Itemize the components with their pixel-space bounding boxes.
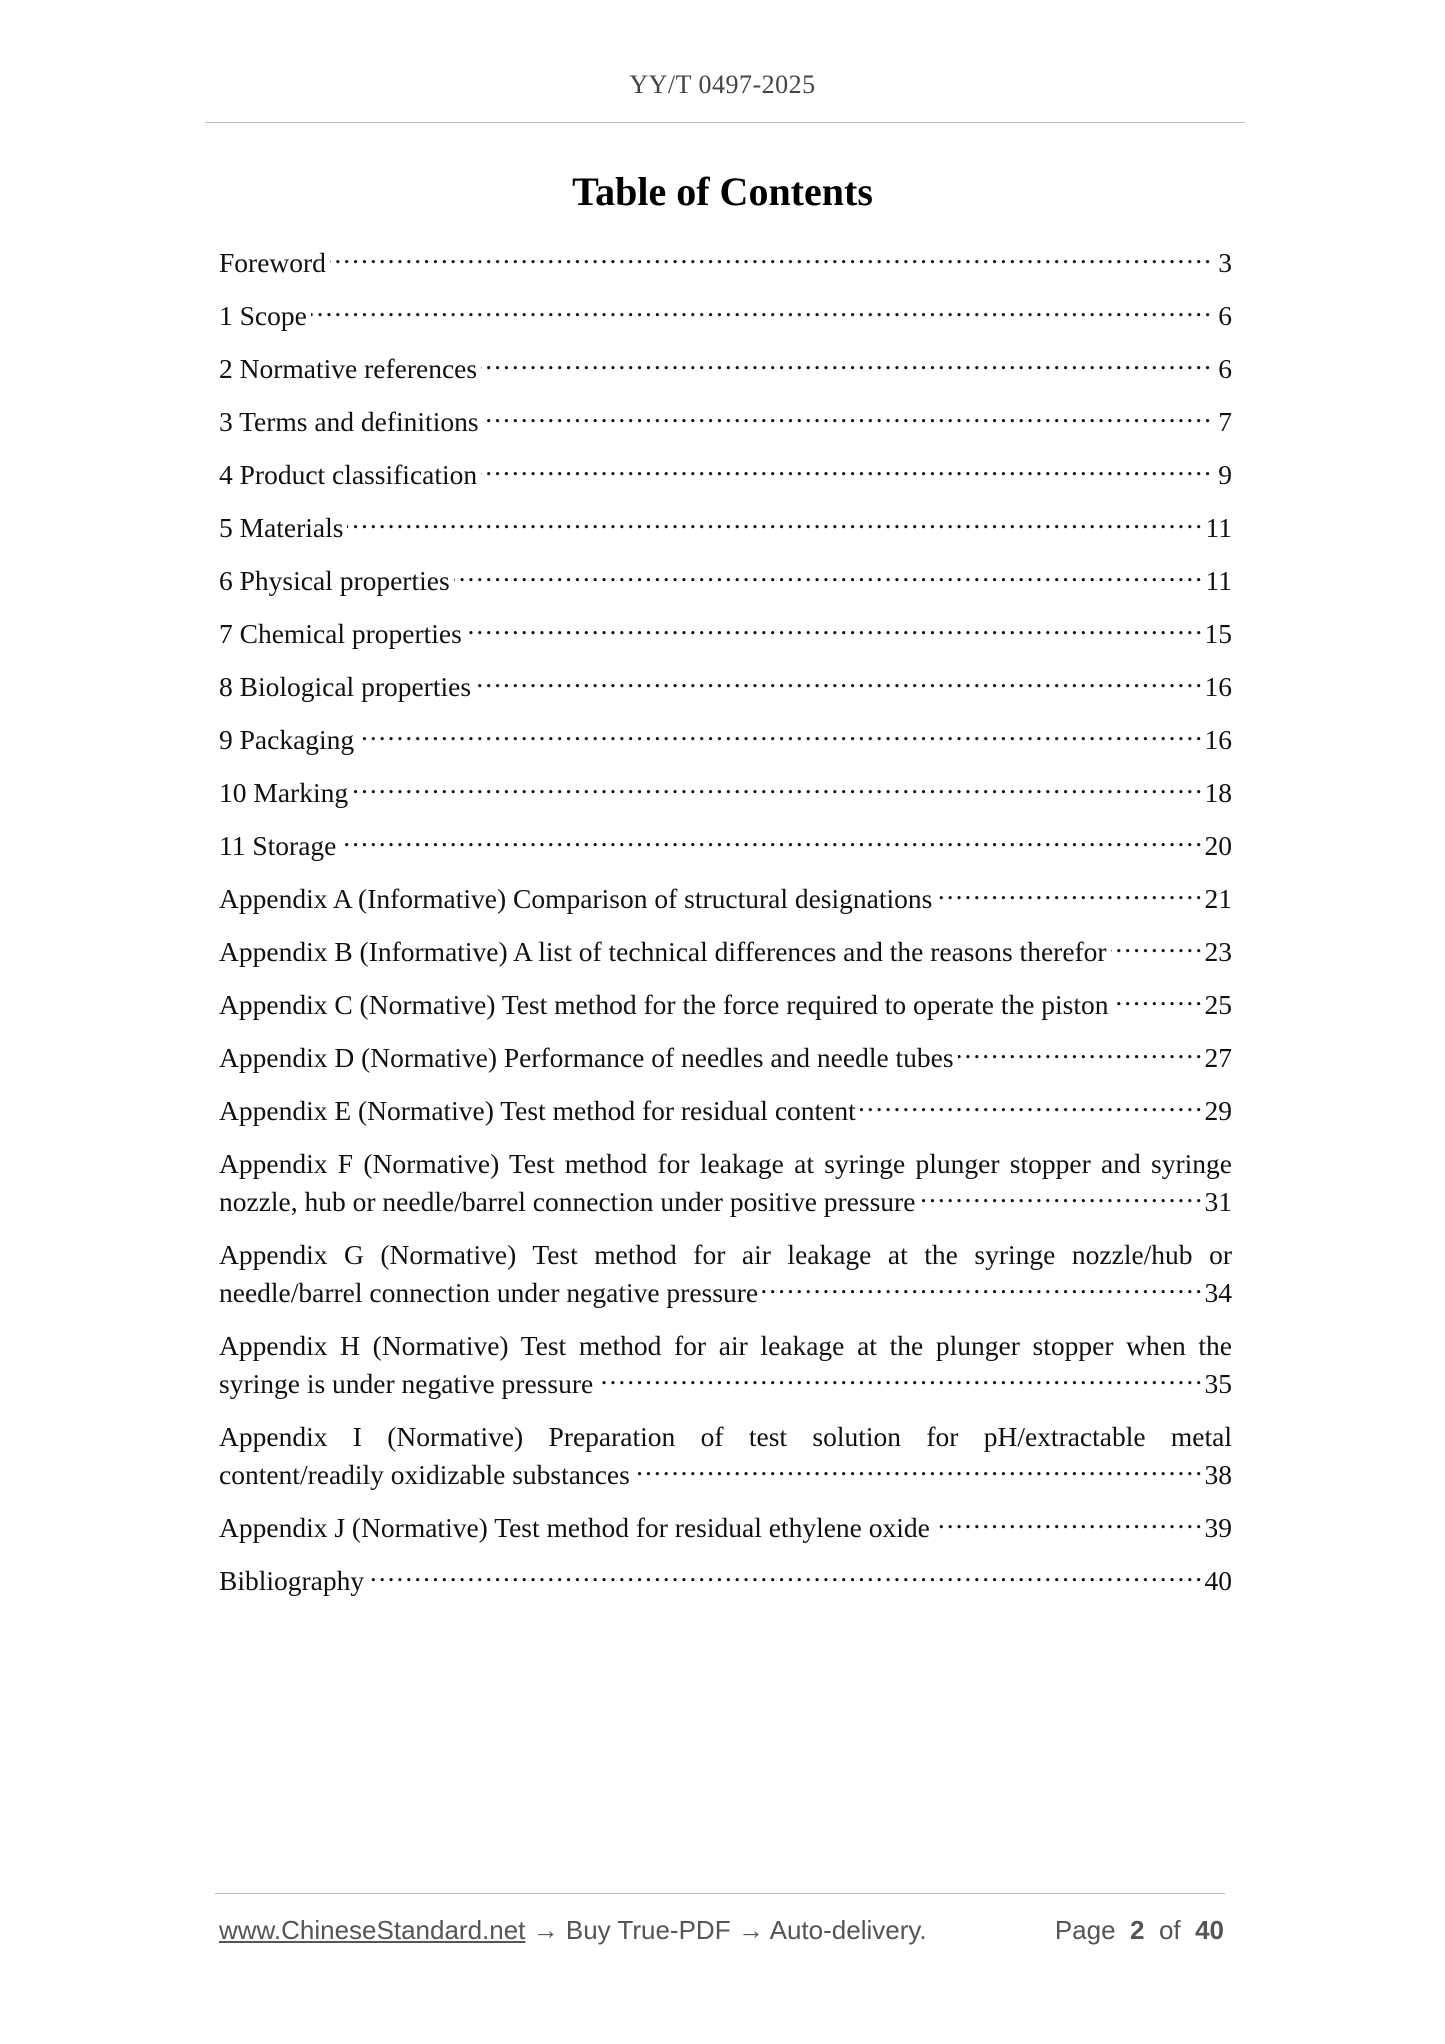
toc-entry-label-line1: Appendix I (Normative) Preparation of test solution for pH/extractable metal (219, 1421, 1232, 1452)
toc-entry-label: 1 Scope (219, 300, 311, 331)
toc-entry-appendix-j[interactable] (219, 1509, 1232, 1547)
toc-entry-appendix-g[interactable] (219, 1236, 1232, 1312)
dot-leader (219, 509, 1232, 538)
toc-entry-label-line1: Appendix F (Normative) Test method for leakage at syringe plunger stopper and syringe (219, 1148, 1232, 1179)
toc-entry-bibliography[interactable] (219, 1562, 1232, 1600)
toc-entry-label: nozzle, hub or needle/barrel connection under positive pressure (219, 1186, 919, 1217)
toc-entry-product-classification[interactable] (219, 456, 1232, 494)
toc-entry-label: 5 Materials (219, 512, 347, 543)
toc-page-number: 27 (1201, 1039, 1233, 1077)
toc-entry-marking[interactable] (219, 774, 1232, 812)
toc-page-number: 18 (1201, 774, 1233, 812)
toc-entry-label: Bibliography (219, 1565, 368, 1596)
toc-page-number: 16 (1201, 721, 1233, 759)
toc-entry-label: content/readily oxidizable substances (219, 1459, 634, 1490)
dot-leader (219, 297, 1232, 326)
toc-page-number: 23 (1201, 933, 1233, 971)
buy-true-pdf-text: Buy True-PDF (565, 1915, 731, 1945)
dot-leader (219, 244, 1232, 273)
toc-entry-label: Appendix A (Informative) Comparison of structural designations (219, 883, 936, 914)
toc-page-number: 6 (1214, 350, 1232, 388)
dot-leader (219, 1562, 1232, 1591)
toc-page-number: 35 (1201, 1365, 1233, 1403)
toc-page-number: 20 (1201, 827, 1233, 865)
footer-promo (219, 1915, 927, 1946)
toc-entry-foreword[interactable] (219, 244, 1232, 282)
arrow-right-icon: → (737, 1915, 764, 1945)
toc-entry-label: 11 Storage (219, 830, 340, 861)
website-link[interactable]: www.ChineseStandard.net (219, 1915, 526, 1945)
header-divider (205, 122, 1245, 123)
toc-page-number: 11 (1202, 562, 1232, 600)
toc-page-number: 15 (1201, 615, 1233, 653)
toc-entry-appendix-e[interactable] (219, 1092, 1232, 1130)
toc-entry-label: needle/barrel connection under negative pressure (219, 1277, 762, 1308)
toc-entry-label: 2 Normative references (219, 353, 481, 384)
toc-page-number: 34 (1201, 1274, 1233, 1312)
toc-entry-label: 7 Chemical properties (219, 618, 466, 649)
toc-entry-appendix-f[interactable] (219, 1145, 1232, 1221)
toc-page-number: 6 (1214, 297, 1232, 335)
toc-entry-appendix-b[interactable] (219, 933, 1232, 971)
toc-page-number: 16 (1201, 668, 1233, 706)
document-code-header: YY/T 0497-2025 (629, 70, 816, 99)
toc-entry-appendix-i[interactable] (219, 1418, 1232, 1494)
toc-entry-appendix-d[interactable] (219, 1039, 1232, 1077)
page-of-label: of (1158, 1915, 1181, 1945)
toc-entry-label: 8 Biological properties (219, 671, 475, 702)
auto-delivery-text: Auto-delivery. (769, 1915, 927, 1945)
toc-entry-appendix-a[interactable] (219, 880, 1232, 918)
toc-page-number: 40 (1201, 1562, 1233, 1600)
toc-entry-chemical-properties[interactable] (219, 615, 1232, 653)
toc-page-number: 11 (1202, 509, 1232, 547)
dot-leader (219, 721, 1232, 750)
toc-entry-label-line1: Appendix G (Normative) Test method for air leakage at the syringe nozzle/hub or (219, 1239, 1232, 1270)
toc-entry-label: syringe is under negative pressure (219, 1368, 597, 1399)
toc-entry-label: Appendix C (Normative) Test method for the force required to operate the piston (219, 989, 1113, 1020)
toc-page-number: 21 (1201, 880, 1233, 918)
toc-entry-label: 6 Physical properties (219, 565, 454, 596)
toc-entry-label: Appendix B (Informative) A list of technical differences and the reasons therefor (219, 936, 1111, 967)
page-label: Page (1054, 1915, 1116, 1945)
dot-leader (219, 827, 1232, 856)
toc-page-number: 25 (1201, 986, 1233, 1024)
total-page-count: 40 (1195, 1915, 1224, 1945)
toc-page-number: 3 (1214, 244, 1232, 282)
toc-page-number: 7 (1214, 403, 1232, 441)
toc-entry-appendix-h[interactable] (219, 1327, 1232, 1403)
toc-page-number: 9 (1214, 456, 1232, 494)
toc-entry-biological-properties[interactable] (219, 668, 1232, 706)
toc-entry-label: Foreword (219, 247, 330, 278)
toc-entry-label: 4 Product classification (219, 459, 481, 490)
toc-entry-storage[interactable] (219, 827, 1232, 865)
toc-entry-normative-references[interactable] (219, 350, 1232, 388)
toc-entry-packaging[interactable] (219, 721, 1232, 759)
page-title: Table of Contents (572, 169, 873, 214)
arrow-right-icon: → (532, 1915, 559, 1945)
toc-entry-label: 10 Marking (219, 777, 352, 808)
toc-entry-label-line1: Appendix H (Normative) Test method for air leakage at the plunger stopper when the (219, 1330, 1232, 1361)
toc-entry-label: 9 Packaging (219, 724, 358, 755)
toc-entry-label: 3 Terms and definitions (219, 406, 483, 437)
toc-entry-label: Appendix J (Normative) Test method for residual ethylene oxide (219, 1512, 934, 1543)
toc-page-number: 29 (1201, 1092, 1233, 1130)
toc-page-number: 31 (1201, 1183, 1233, 1221)
table-of-contents (219, 244, 1232, 1615)
page-indicator (1055, 1915, 1224, 1946)
current-page-number: 2 (1130, 1915, 1145, 1945)
toc-entry-physical-properties[interactable] (219, 562, 1232, 600)
toc-page-number: 38 (1201, 1456, 1233, 1494)
toc-entry-terms-and-definitions[interactable] (219, 403, 1232, 441)
toc-entry-materials[interactable] (219, 509, 1232, 547)
toc-page-number: 39 (1201, 1509, 1233, 1547)
dot-leader (219, 774, 1232, 803)
footer-divider (215, 1893, 1225, 1894)
toc-entry-label: Appendix D (Normative) Performance of needles and needle tubes (219, 1042, 958, 1073)
toc-entry-appendix-c[interactable] (219, 986, 1232, 1024)
toc-entry-scope[interactable] (219, 297, 1232, 335)
toc-entry-label: Appendix E (Normative) Test method for residual content (219, 1095, 860, 1126)
